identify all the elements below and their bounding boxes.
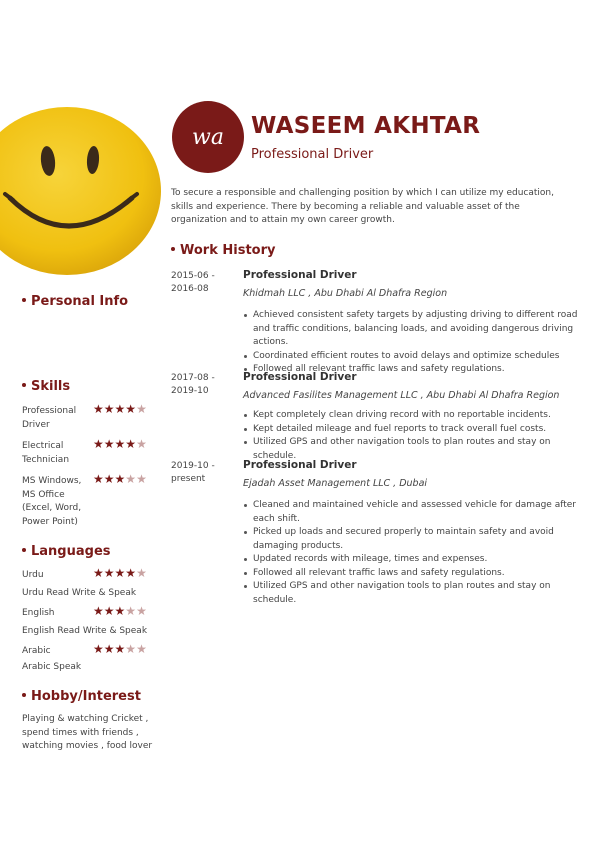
language-label: Urdu	[22, 570, 44, 580]
skill-label: MS Windows, MS Office (Excel, Word, Power Point)	[22, 476, 82, 527]
duty-item: Picked up loads and secured properly to maintain safety and avoid damaging products.	[243, 526, 579, 553]
star-icon: ★	[136, 472, 147, 486]
star-icon: ★	[114, 402, 126, 416]
skill-rating	[93, 438, 147, 452]
bullet-dot	[171, 247, 175, 251]
job-dates: 2019-10 - present	[171, 461, 215, 484]
languages-heading: Languages	[22, 544, 111, 559]
star-icon: ★	[93, 402, 104, 416]
skill-rating	[93, 403, 147, 417]
duty-item: Utilized GPS and other navigation tools to plan routes and stay on schedule.	[243, 436, 579, 463]
hobby-text: Playing & watching Cricket , spend times with friends , watching movies , food lover	[22, 714, 153, 751]
star-icon: ★	[125, 604, 137, 618]
star-icon: ★	[136, 437, 147, 451]
skill-label: Electrical Technician	[22, 441, 70, 465]
star-icon: ★	[125, 402, 137, 416]
job-dates: 2015-06 - 2016-08	[171, 271, 215, 294]
star-icon: ★	[114, 604, 126, 618]
candidate-role: Professional Driver	[251, 147, 374, 162]
bullet-dot	[22, 298, 26, 302]
star-icon: ★	[93, 604, 104, 618]
skill-label: Professional Driver	[22, 406, 77, 430]
star-icon: ★	[103, 472, 115, 486]
star-icon: ★	[125, 642, 137, 656]
language-detail: Urdu Read Write & Speak	[22, 588, 137, 598]
star-icon: ★	[93, 566, 104, 580]
star-icon: ★	[103, 642, 115, 656]
job-duties	[243, 309, 579, 377]
candidate-name: WASEEM AKHTAR	[251, 113, 481, 139]
job-duties	[243, 499, 579, 607]
job-dates: 2017-08 - 2019-10	[171, 373, 215, 396]
star-icon: ★	[114, 566, 126, 580]
star-icon: ★	[114, 437, 126, 451]
star-icon: ★	[136, 642, 147, 656]
star-icon: ★	[136, 566, 147, 580]
star-icon: ★	[103, 437, 115, 451]
job-company: Ejadah Asset Management LLC , Dubai	[243, 478, 428, 489]
smiley-face-icon	[0, 106, 162, 276]
star-icon: ★	[103, 604, 115, 618]
bullet-dot	[22, 383, 26, 387]
monogram-text: wa	[192, 124, 224, 150]
star-icon: ★	[103, 566, 115, 580]
language-detail: Arabic Speak	[22, 662, 82, 672]
work-history-heading: Work History	[171, 243, 276, 258]
duty-item: Followed all relevant traffic laws and safety regulations.	[243, 567, 579, 581]
bullet-dot	[22, 693, 26, 697]
star-icon: ★	[93, 437, 104, 451]
job-company: Khidmah LLC , Abu Dhabi Al Dhafra Region	[243, 288, 448, 299]
star-icon: ★	[136, 604, 147, 618]
job-title: Professional Driver	[243, 269, 357, 281]
monogram-badge	[172, 101, 244, 173]
duty-item: Cleaned and maintained vehicle and assessed vehicle for damage after each shift.	[243, 499, 579, 526]
star-icon: ★	[114, 472, 126, 486]
language-rating	[93, 605, 147, 619]
duty-item: Kept completely clean driving record with no reportable incidents.	[243, 409, 579, 423]
job-title: Professional Driver	[243, 459, 357, 471]
hobby-heading: Hobby/Interest	[22, 689, 141, 704]
skill-rating	[93, 473, 147, 487]
star-icon: ★	[125, 566, 137, 580]
skills-heading: Skills	[22, 379, 70, 394]
job-company: Advanced Fasilites Management LLC , Abu Dhabi Al Dhafra Region	[243, 390, 560, 401]
duty-item: Utilized GPS and other navigation tools to plan routes and stay on schedule.	[243, 580, 579, 607]
star-icon: ★	[136, 402, 147, 416]
star-icon: ★	[125, 472, 137, 486]
star-icon: ★	[93, 642, 104, 656]
language-rating	[93, 643, 147, 657]
personal-info-heading: Personal Info	[22, 294, 128, 309]
language-label: Arabic	[22, 646, 51, 656]
duty-item: Followed all relevant traffic laws and safety regulations.	[243, 363, 579, 377]
language-label: English	[22, 608, 55, 618]
job-title: Professional Driver	[243, 371, 357, 383]
duty-item: Achieved consistent safety targets by adjusting driving to different road and traffic conditions, balancing loads, and avoiding dangerous driving actions.	[243, 309, 579, 350]
job-duties	[243, 409, 579, 463]
star-icon: ★	[103, 402, 115, 416]
duty-item: Coordinated efficient routes to avoid delays and optimize schedules	[243, 350, 579, 364]
language-rating	[93, 567, 147, 581]
star-icon: ★	[125, 437, 137, 451]
bullet-dot	[22, 548, 26, 552]
career-summary: To secure a responsible and challenging position by which I can utilize my education, skills and experience. There by becoming a reliable and valuable asset of the organization and to attain my own career growth.	[171, 188, 554, 225]
duty-item: Kept detailed mileage and fuel reports to track overall fuel costs.	[243, 423, 579, 437]
star-icon: ★	[114, 642, 126, 656]
duty-item: Updated records with mileage, times and expenses.	[243, 553, 579, 567]
language-detail: English Read Write & Speak	[22, 626, 148, 636]
star-icon: ★	[93, 472, 104, 486]
